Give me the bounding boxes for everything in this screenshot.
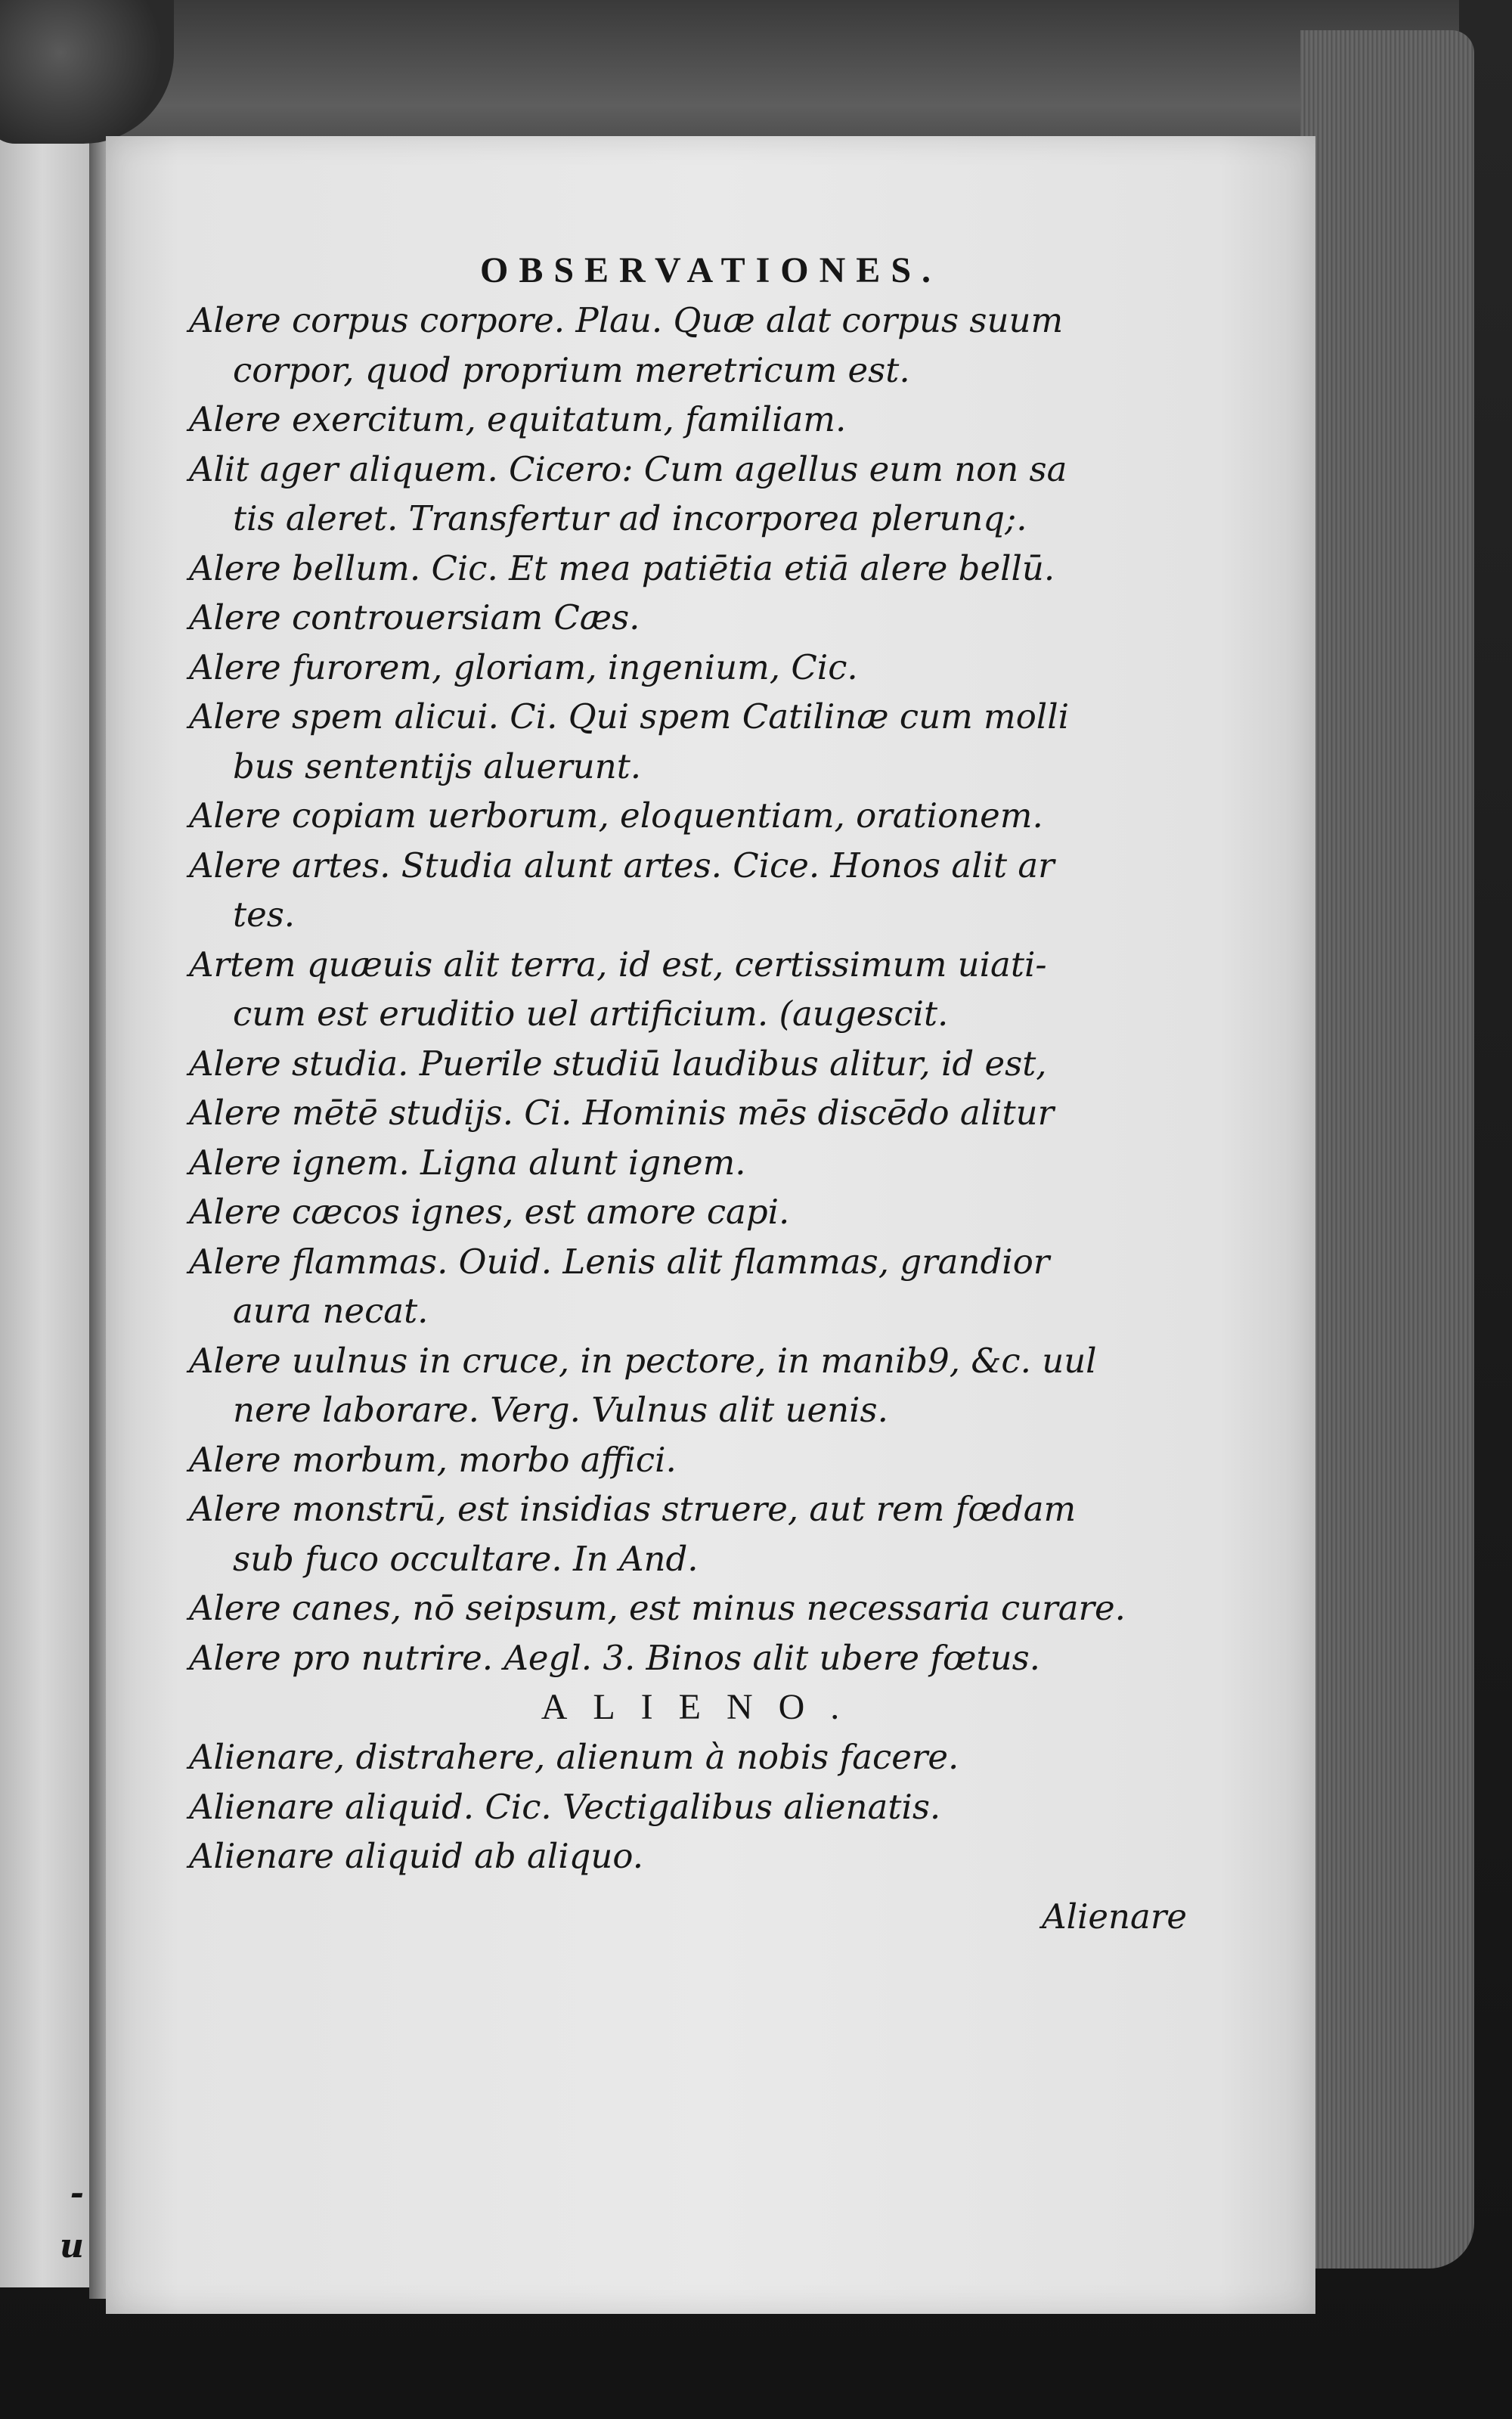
text-line: Alere controuersiam Cæs. [189, 597, 640, 637]
text-line: sub fuco occultare. In And. [233, 1538, 699, 1579]
text-line: Alere cæcos ignes, est amore capi. [189, 1192, 790, 1232]
section-heading: ALIENO. [541, 1687, 866, 1727]
running-head: OBSERVATIONES. [479, 250, 942, 290]
text-line: Alienare aliquid ab aliquo. [189, 1836, 644, 1876]
text-line: tes. [233, 895, 296, 935]
page-block-edge [1300, 30, 1474, 2269]
text-line: Alere ignem. Ligna alunt ignem. [189, 1142, 746, 1183]
text-line: Alere bellum. Cic. Et mea patiētia etiā alere bellū. [189, 547, 1055, 588]
text-line: Alere studia. Puerile studiū laudibus alitur, id est, [189, 1043, 1047, 1084]
entries-part-2 [189, 1732, 1187, 1881]
text-line: nere laborare. Verg. Vulnus alit uenis. [233, 1390, 888, 1430]
text-line: Alit ager aliquem. Cicero: Cum agellus eum non sa [189, 448, 1067, 489]
catchword: Alienare [1042, 1896, 1187, 1937]
text-line: bus sententijs aluerunt. [233, 746, 642, 786]
text-line: Alere furorem, gloriam, ingenium, Cic. [189, 647, 858, 687]
text-line: Alere uulnus in cruce, in pectore, in manib9, &c. uul [189, 1340, 1097, 1381]
text-line: Alere canes, nō seipsum, est minus necessaria curare. [189, 1588, 1126, 1628]
left-page-fragment: u [60, 2227, 84, 2265]
text-line: Alere artes. Studia alunt artes. Cice. Honos alit ar [189, 845, 1055, 885]
text-line: tis aleret. Transfertur ad incorporea plerunq;. [233, 498, 1027, 538]
text-line: corpor, quod proprium meretricum est. [233, 349, 910, 390]
text-line: Alere exercitum, equitatum, familiam. [189, 399, 847, 439]
text-line: Alere monstrū, est insidias struere, aut rem fœdam [189, 1489, 1077, 1529]
text-line: Alere mētē studijs. Ci. Hominis mēs discēdo alitur [189, 1093, 1055, 1133]
right-page [106, 136, 1315, 2314]
left-page-fragment: e [63, 2318, 84, 2356]
text-line: Alienare aliquid. Cic. Vectigalibus alienatis. [189, 1786, 941, 1827]
text-line: Alere flammas. Ouid. Lenis alit flammas, grandior [189, 1241, 1050, 1282]
text-line: Alere spem alicui. Ci. Qui spem Catilinæ cum molli [189, 696, 1069, 737]
left-page-fragment: - [70, 2174, 84, 2213]
text-line: aura necat. [233, 1291, 429, 1331]
text-line: Alere morbum, morbo affici. [189, 1439, 677, 1480]
left-facing-page [0, 132, 99, 2356]
book-cover-top [113, 0, 1459, 151]
text-line: Artem quæuis alit terra, id est, certissimum uiati- [189, 944, 1047, 985]
entries-part-1 [189, 296, 1187, 1682]
text-line: Alienare, distrahere, alienum à nobis facere. [189, 1737, 959, 1777]
text-line: Alere corpus corpore. Plau. Quæ alat corpus suum [189, 300, 1064, 340]
text-line: cum est eruditio uel artificium. (augescit. [233, 994, 949, 1034]
text-line: Alere copiam uerborum, eloquentiam, orationem. [189, 795, 1043, 836]
text-line: Alere pro nutrire. Aegl. 3. Binos alit ubere fœtus. [189, 1637, 1040, 1678]
page-text [189, 250, 1187, 1941]
